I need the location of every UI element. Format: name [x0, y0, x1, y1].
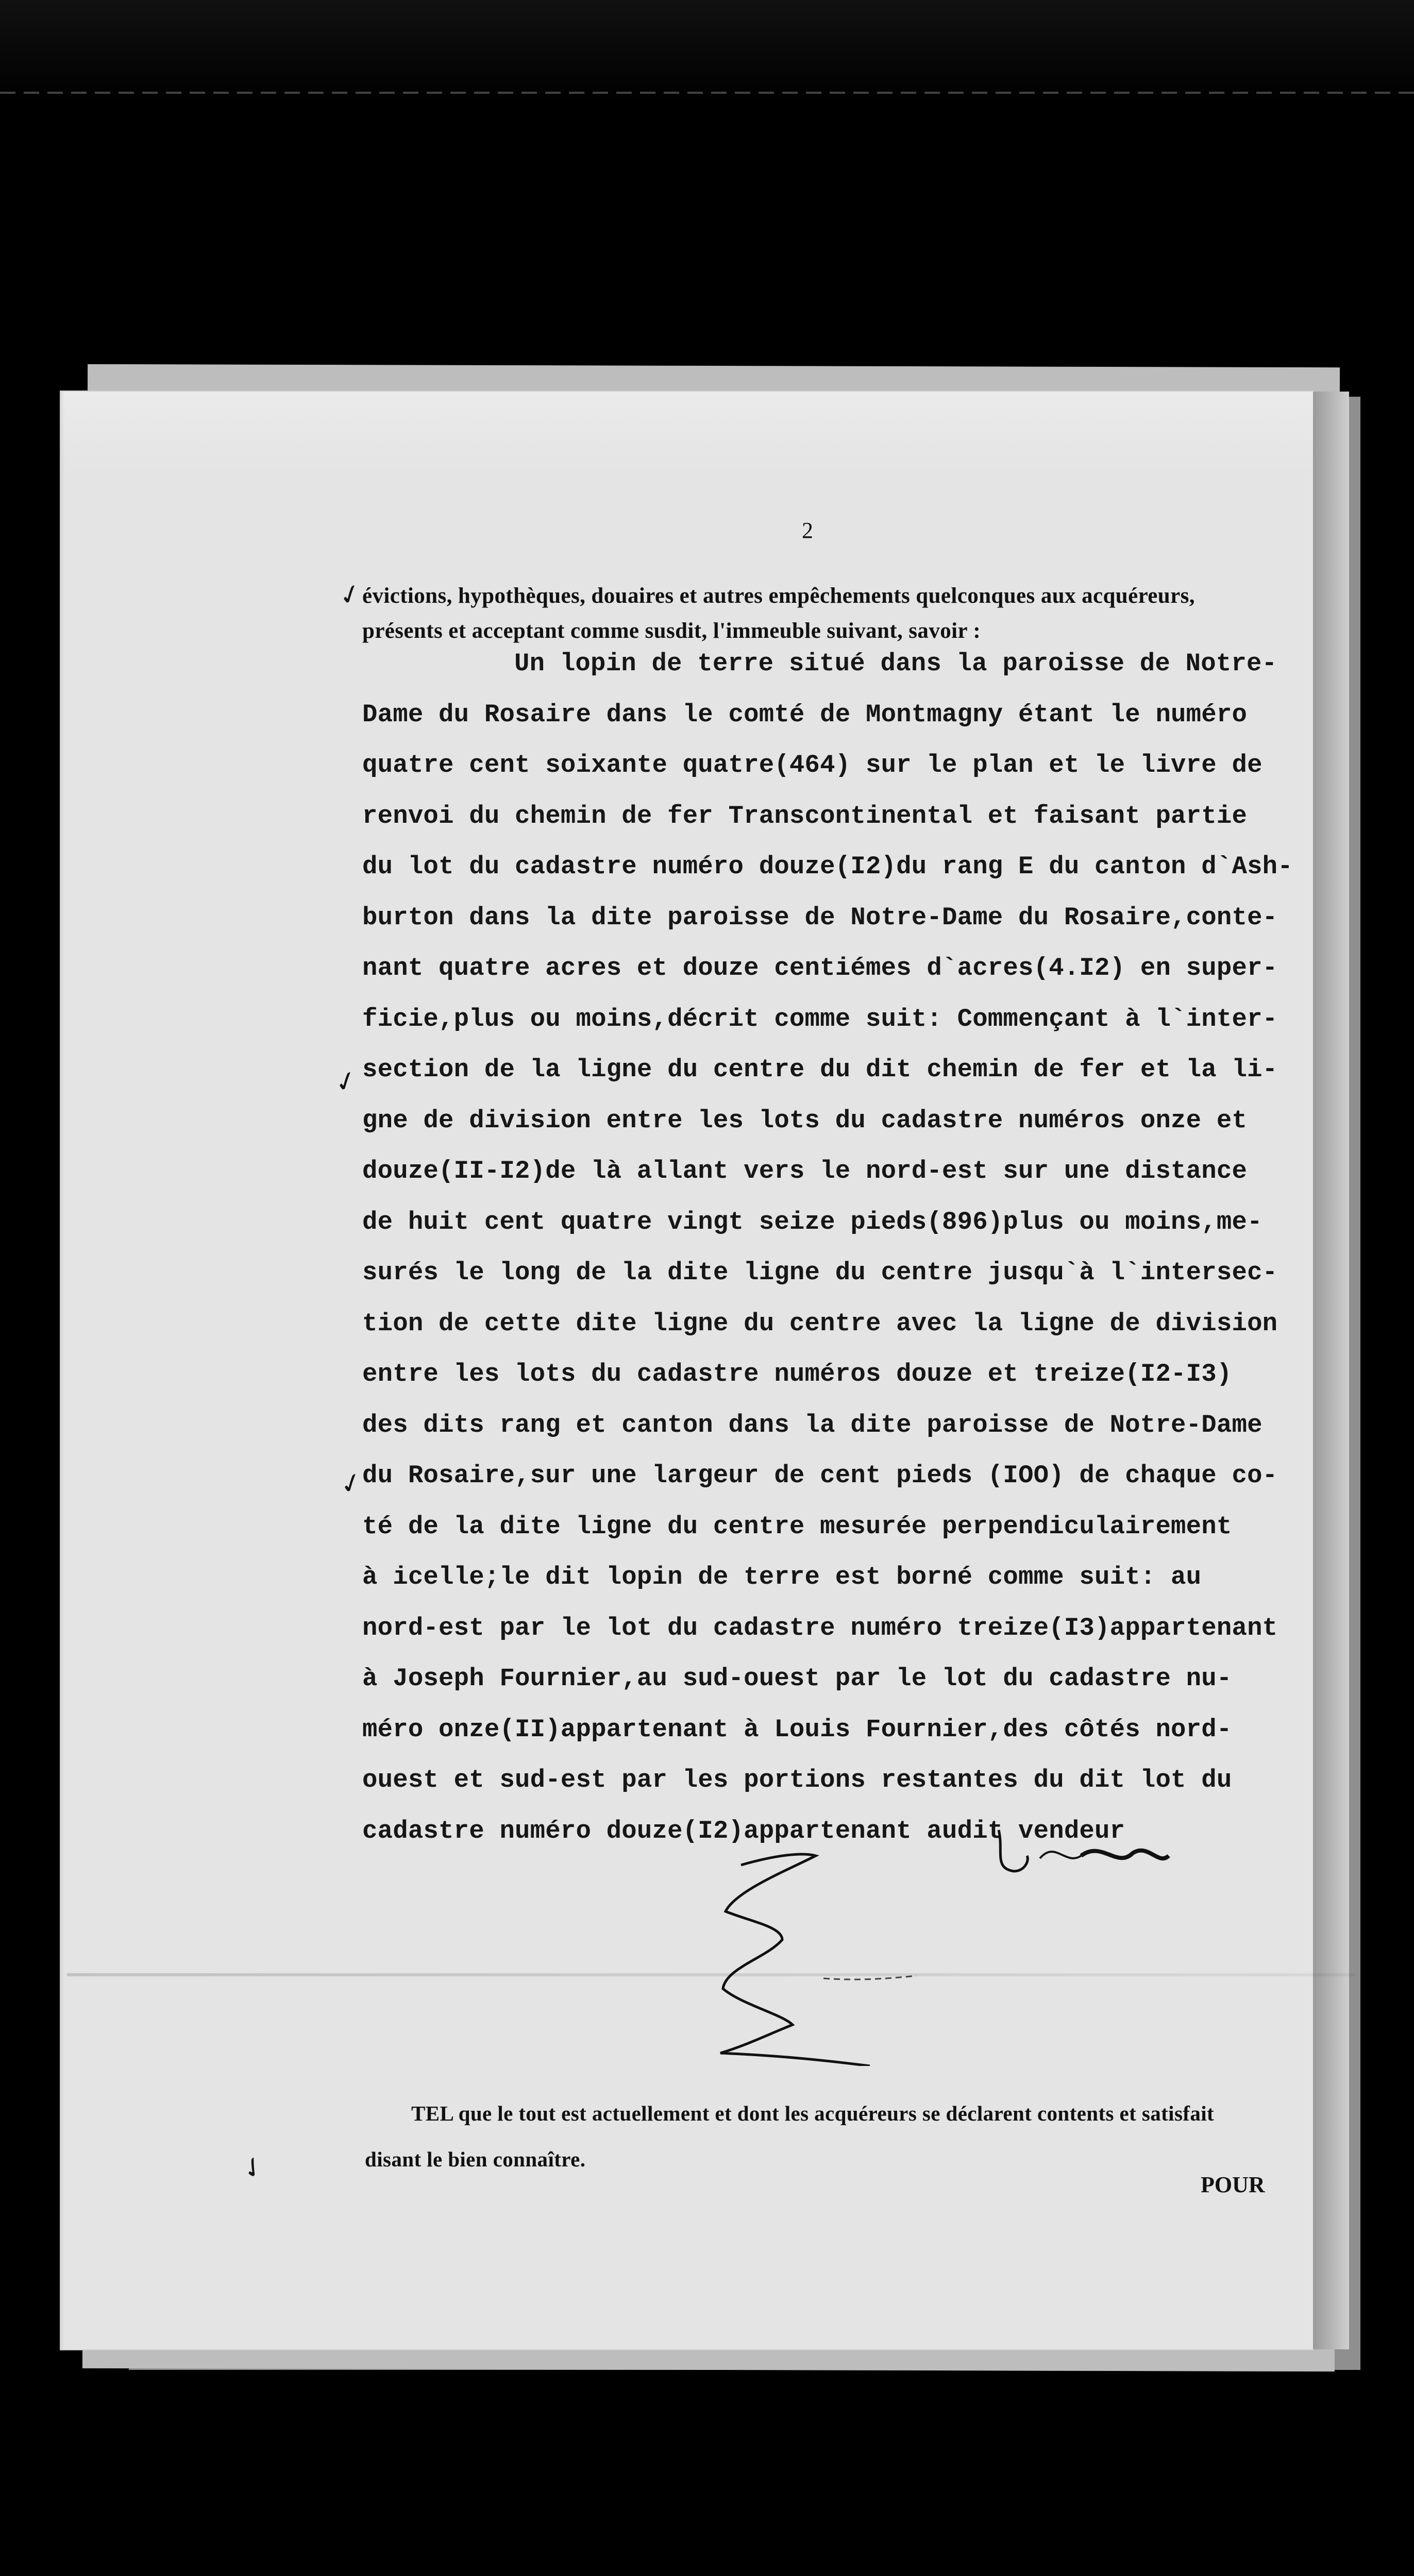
page-fold-shadow: [67, 1973, 1355, 1976]
typed-line: té de la dite ligne du centre mesurée perpendiculairement: [362, 1512, 1232, 1541]
typed-line: à icelle;le dit lopin de terre est borné comme suit: au: [362, 1563, 1202, 1591]
check-mark-icon: ✓: [234, 2149, 272, 2187]
typed-line: burton dans la dite paroisse de Notre-Dame du Rosaire,conte-: [362, 903, 1278, 932]
handwritten-correction-icon: [978, 1820, 1236, 1882]
typed-line: Un lopin de terre situé dans la paroisse de Notre-: [514, 649, 1277, 678]
catchword: POUR: [1201, 2172, 1265, 2197]
document-page: [61, 392, 1313, 2349]
typed-line: renvoi du chemin de fer Transcontinental et faisant partie: [362, 801, 1248, 831]
typed-line: du lot du cadastre numéro douze(I2)du rang E du canton d`Ash-: [362, 852, 1293, 881]
typed-line: à Joseph Fournier,au sud-ouest par le lot du cadastre nu-: [362, 1664, 1232, 1693]
closing-line: TEL que le tout est actuellement et dont les acquéreurs se déclarent contents et satisfait: [411, 2102, 1215, 2125]
typed-line: quatre cent soixante quatre(464) sur le plan et le livre de: [362, 751, 1262, 779]
check-mark-icon: ✓: [330, 1063, 362, 1100]
scan-border-top: [0, 0, 1414, 103]
page-number: 2: [802, 518, 813, 543]
page-right-edge: [1313, 392, 1349, 2349]
closing-line: disant le bien connaître.: [365, 2147, 586, 2171]
typed-line: entre les lots du cadastre numéros douze et treize(I2-I3): [362, 1360, 1232, 1388]
check-mark-icon: ✓: [334, 577, 366, 614]
typed-line: gne de division entre les lots du cadastre numéros onze et: [362, 1106, 1248, 1135]
intro-line: évictions, hypothèques, douaires et autres empêchements quelconques aux acquéreurs,: [362, 584, 1195, 608]
typed-line: surés le long de la dite ligne du centre jusqu`à l`intersec-: [362, 1258, 1278, 1287]
typed-line: cadastre numéro douze(I2)appartenant audit vendeur: [362, 1816, 1125, 1845]
typed-line: nord-est par le lot du cadastre numéro treize(I3)appartenant: [362, 1613, 1278, 1642]
check-mark-icon: ✓: [335, 1465, 367, 1502]
typed-line: douze(II-I2)de là allant vers le nord-est sur une distance: [362, 1157, 1248, 1185]
typed-line: Dame du Rosaire dans le comté de Montmagny étant le numéro: [362, 700, 1248, 729]
typed-line: des dits rang et canton dans la dite paroisse de Notre-Dame: [362, 1410, 1262, 1439]
intro-line: présents et acceptant comme susdit, l'immeuble suivant, savoir :: [362, 619, 981, 643]
typed-line: section de la ligne du centre du dit chemin de fer et la li-: [362, 1055, 1278, 1084]
scan-edge-line: [0, 92, 1414, 94]
handwritten-flourish-icon: [705, 1850, 937, 2066]
typed-line: de huit cent quatre vingt seize pieds(896)plus ou moins,me-: [362, 1207, 1262, 1236]
typed-line: ficie,plus ou moins,décrit comme suit: Commençant à l`inter-: [362, 1004, 1278, 1033]
typed-line: du Rosaire,sur une largeur de cent pieds (IOO) de chaque co-: [362, 1461, 1278, 1490]
typed-line: tion de cette dite ligne du centre avec la ligne de division: [362, 1309, 1278, 1338]
typed-line: ouest et sud-est par les portions restantes du dit lot du: [362, 1766, 1232, 1794]
typed-line: nant quatre acres et douze centiémes d`acres(4.I2) en super-: [362, 954, 1278, 982]
typed-line: méro onze(II)appartenant à Louis Fournier,des côtés nord-: [362, 1715, 1232, 1744]
